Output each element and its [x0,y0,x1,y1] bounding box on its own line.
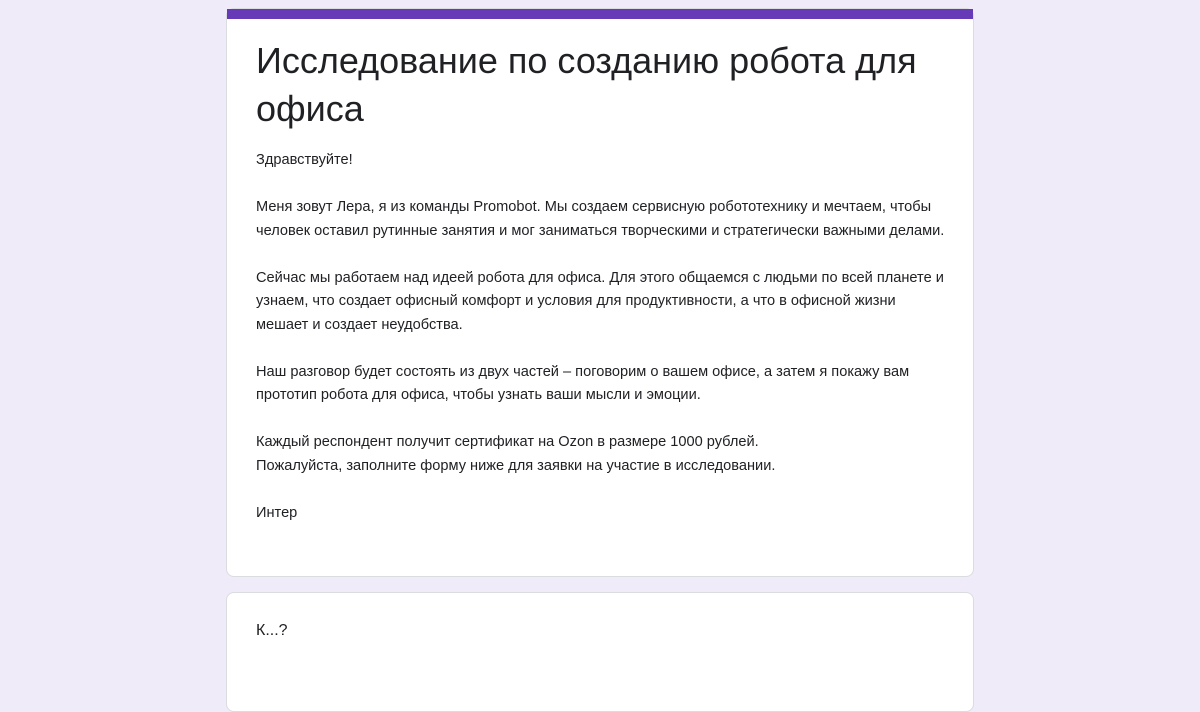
form-title: Исследование по созданию робота для офиса [256,40,917,129]
question-card[interactable] [226,592,974,712]
form-description: Здравствуйте! Меня зовут Лера, я из команды Promobot. Мы создаем сервисную робототехнику и мечтаем, чтобы человек оставил рутинные занятия и мог заниматься творческими и стратегически важными делами. Сейчас мы работаем над идеей робота для офиса. Для этого общаемся с людьми по всей планете и узнаем, что создает офисный комфорт и условия для продуктивности, а что в офисной жизни мешает и создает неудобства. Наш разговор будет состоять из двух частей – поговорим о вашем офисе, а затем я покажу вам прототип робота для офиса, чтобы узнать ваши мысли и эмоции. Каждый респондент получит сертификат на Ozon в размере 1000 рублей. Пожалуйста, заполните форму ниже для заявки на участие в исследовании. Интер [256,152,945,521]
form-header-content [256,37,946,525]
form-header-card [226,8,974,577]
theme-accent-bar [227,9,973,19]
question-title: К...? [256,622,288,639]
